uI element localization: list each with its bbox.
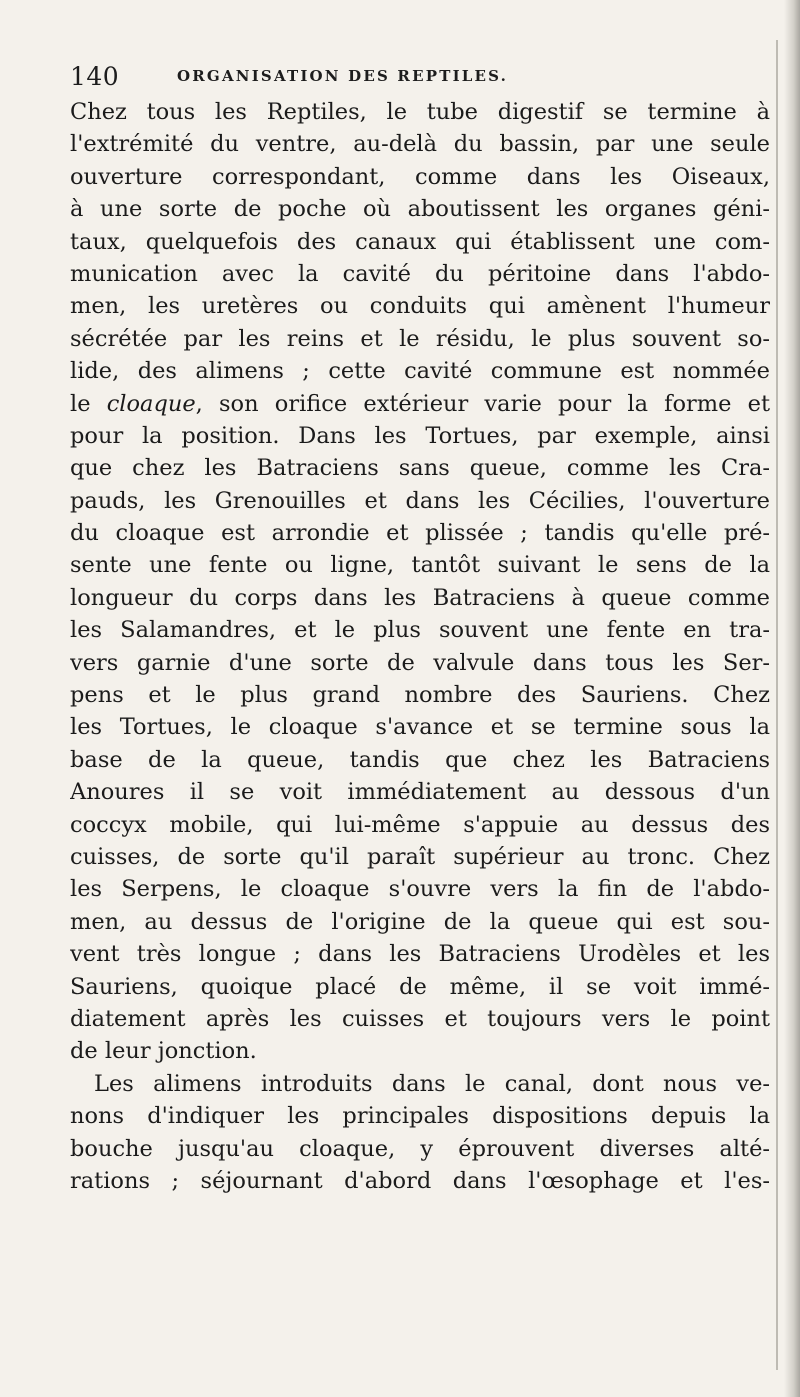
text-line: bouche jusqu'au cloaque, y éprouvent diverses alté- (70, 1135, 770, 1162)
text-line: rations ; séjournant d'abord dans l'œsophage et l'es- (70, 1167, 770, 1194)
text-line: men, au dessus de l'origine de la queue qui est sou- (70, 908, 770, 935)
text-line: munication avec la cavité du péritoine dans l'abdo- (70, 260, 770, 287)
text-line: diatement après les cuisses et toujours vers le point (70, 1005, 770, 1032)
text-line: sécrétée par les reins et le résidu, le plus souvent so- (70, 325, 770, 352)
text-line: Anoures il se voit immédiatement au dessous d'un (70, 779, 770, 806)
text-line: pauds, les Grenouilles et dans les Cécilies, l'ouverture (70, 487, 770, 514)
text-line: men, les uretères ou conduits qui amènent l'humeur (70, 293, 770, 320)
text-line: pour la position. Dans les Tortues, par exemple, ainsi (70, 422, 770, 449)
text-line: cuisses, de sorte qu'il paraît supérieur au tronc. Chez (70, 843, 770, 870)
text-line: taux, quelquefois des canaux qui établissent une com- (70, 228, 770, 255)
text-line: les Salamandres, et le plus souvent une fente en tra- (70, 617, 770, 644)
text-line: à une sorte de poche où aboutissent les organes géni- (70, 196, 770, 223)
page-edge-line (776, 40, 778, 1370)
text-line: vent très longue ; dans les Batraciens Urodèles et les (70, 941, 770, 968)
page-number: 140 (70, 62, 120, 91)
text-line: les Serpens, le cloaque s'ouvre vers la fin de l'abdo- (70, 876, 770, 903)
text-line: base de la queue, tandis que chez les Batraciens (70, 746, 770, 773)
paragraph (70, 96, 770, 1068)
text-line: lide, des alimens ; cette cavité commune est nommée (70, 358, 770, 385)
text-line: le cloaque, son orifice extérieur varie pour la forme et (70, 390, 770, 417)
text-line: Sauriens, quoique placé de même, il se voit immé- (70, 973, 770, 1000)
text-line: coccyx mobile, qui lui-même s'appuie au dessus des (70, 811, 770, 838)
running-head: ORGANISATION DES REPTILES. (177, 67, 509, 85)
text-line: ouverture correspondant, comme dans les Oiseaux, (70, 163, 770, 190)
paragraph (70, 1068, 770, 1198)
text-line: que chez les Batraciens sans queue, comme les Cra- (70, 455, 770, 482)
text-line: les Tortues, le cloaque s'avance et se termine sous la (70, 714, 770, 741)
italic-term: cloaque (106, 390, 196, 417)
text-line: de leur jonction. (70, 1038, 257, 1065)
body-text (70, 96, 770, 1197)
text-line: sente une fente ou ligne, tantôt suivant le sens de la (70, 552, 770, 579)
page-header (70, 62, 770, 92)
text-line: Chez tous les Reptiles, le tube digestif se termine à (70, 99, 770, 125)
text-line: nons d'indiquer les principales dispositions depuis la (70, 1103, 770, 1130)
text-line: l'extrémité du ventre, au-delà du bassin, par une seule (70, 131, 770, 158)
text-line: Les alimens introduits dans le canal, dont nous ve- (94, 1070, 770, 1097)
text-line: pens et le plus grand nombre des Sauriens. Chez (70, 682, 770, 709)
text-line: longueur du corps dans les Batraciens à queue comme (70, 584, 770, 611)
text-line: vers garnie d'une sorte de valvule dans tous les Ser- (70, 649, 770, 676)
text-line: du cloaque est arrondie et plissée ; tandis qu'elle pré- (70, 520, 770, 547)
page-edge-shadow (784, 0, 800, 1397)
